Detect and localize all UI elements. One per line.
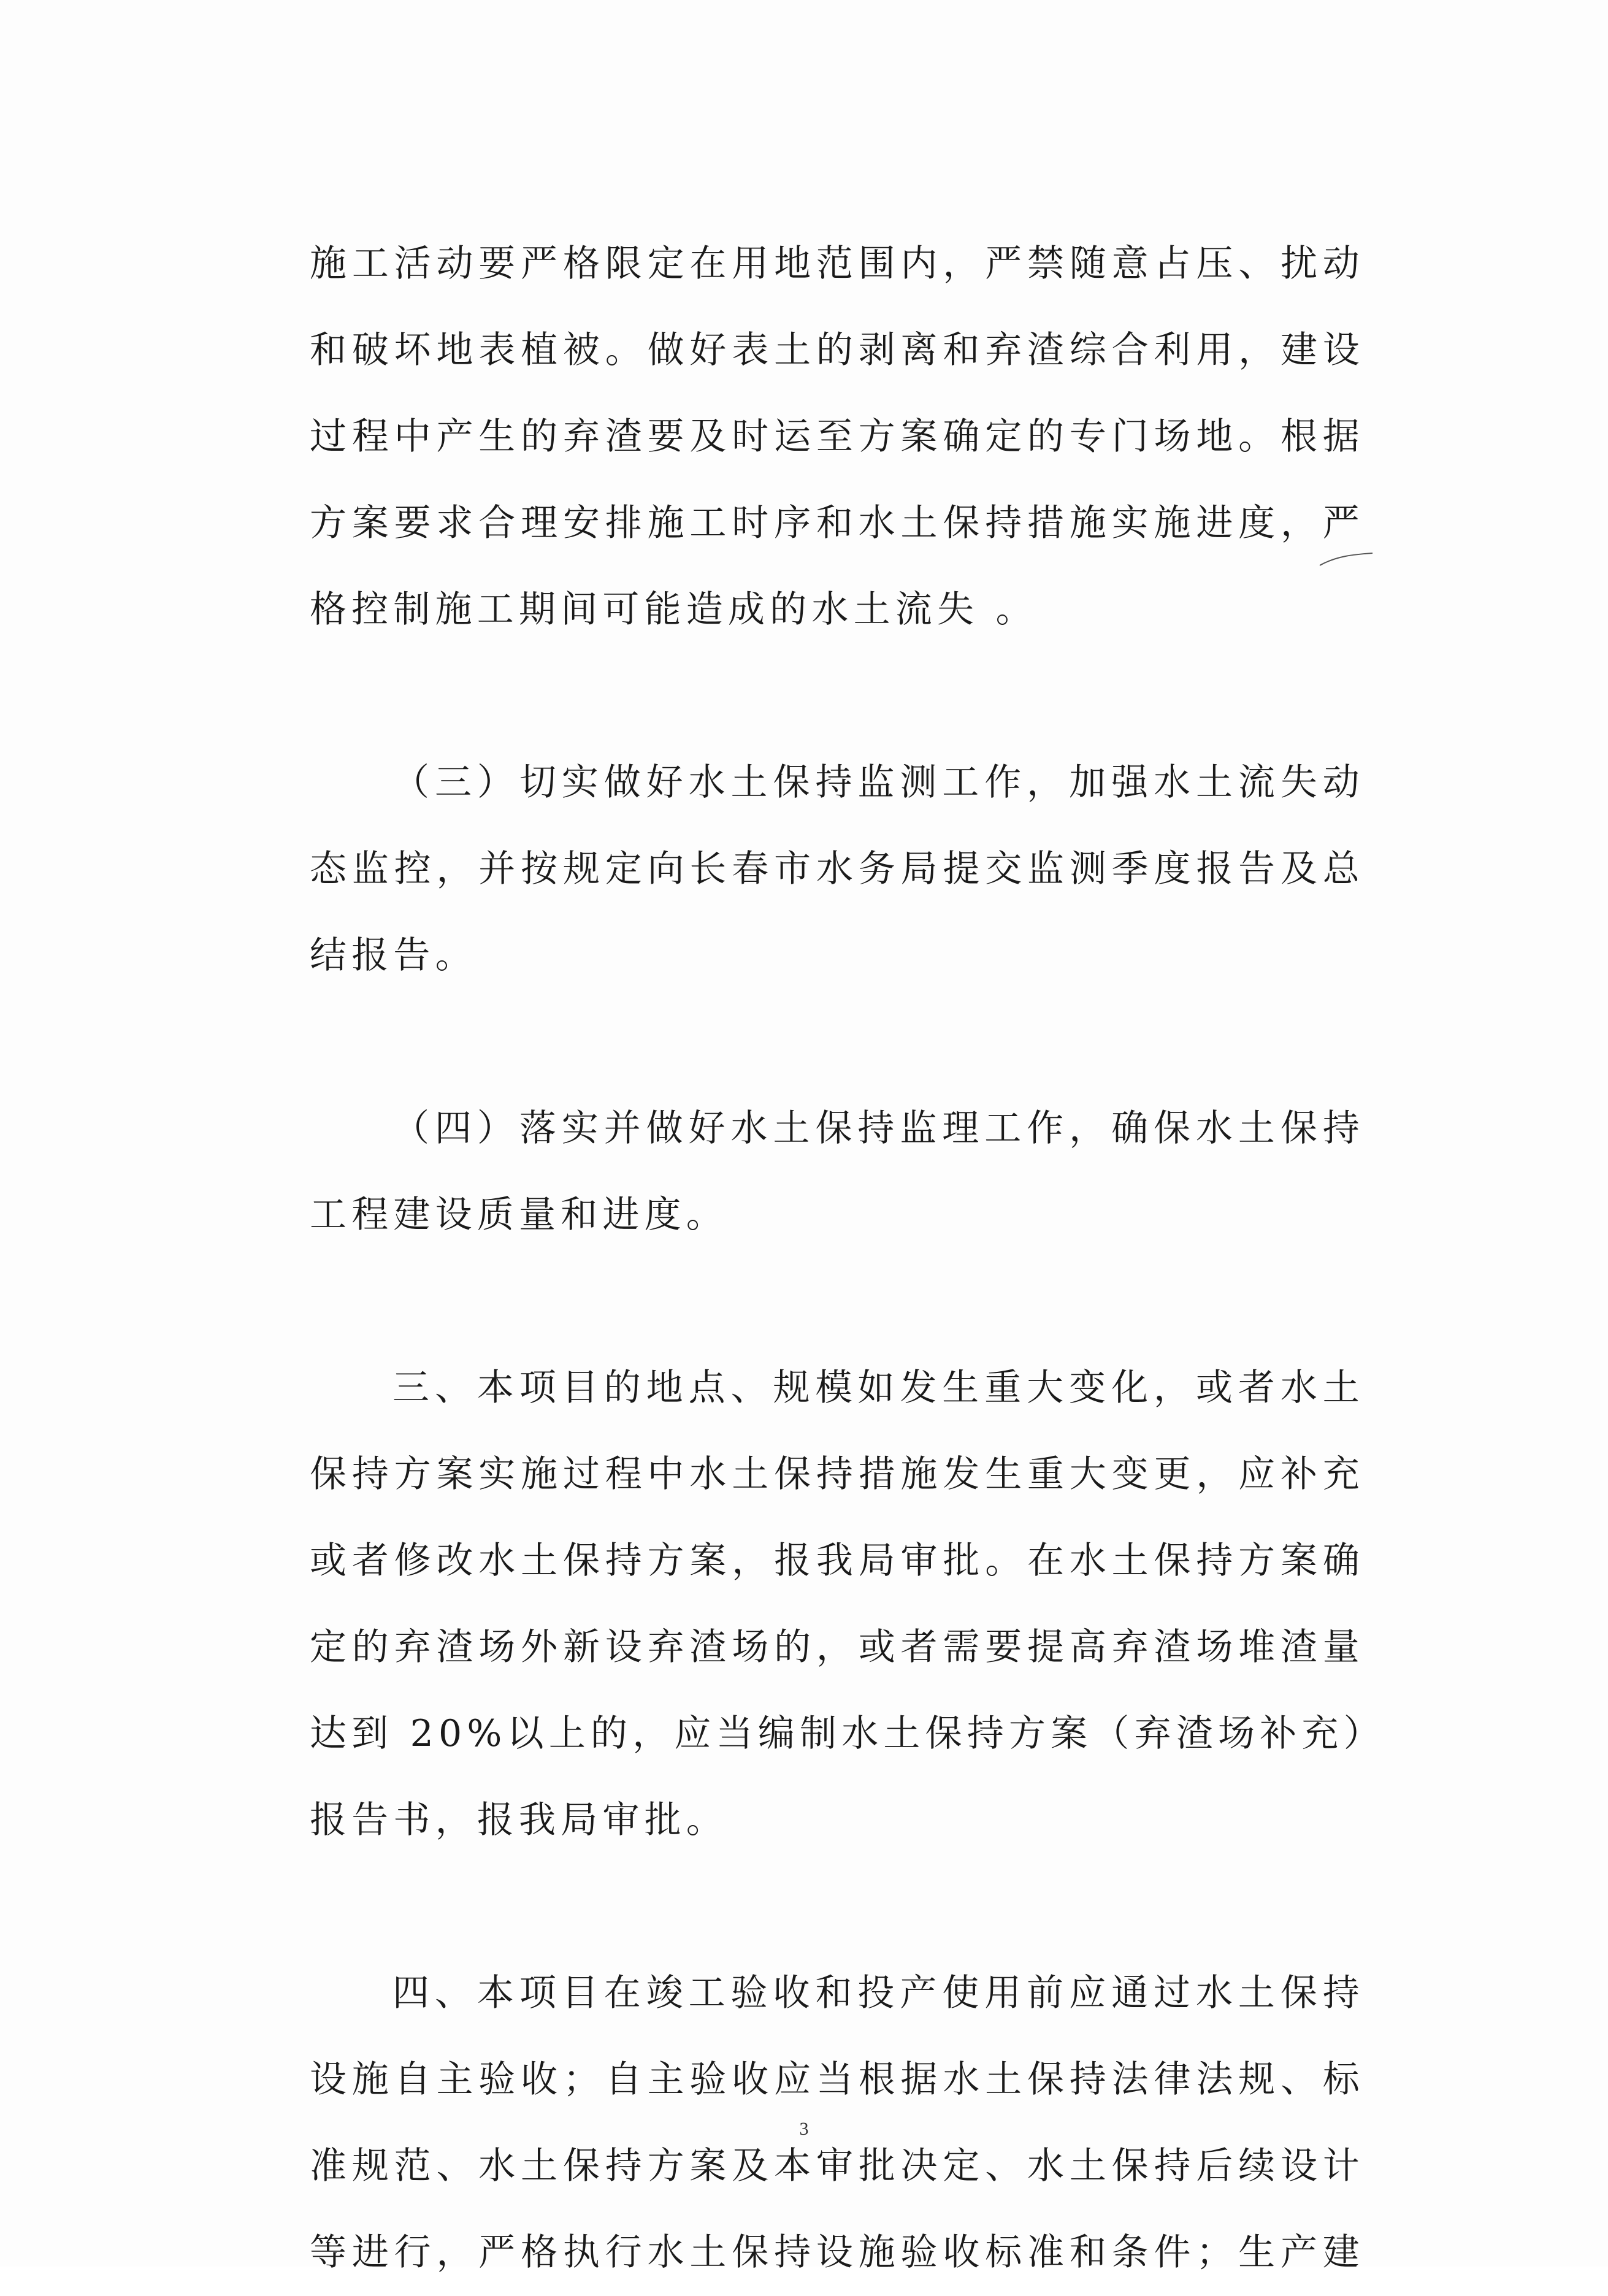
paragraph-gap	[310, 1258, 1365, 1345]
text-line: （四）落实并做好水土保持监理工作，确保水土保持	[392, 1107, 1365, 1150]
text-line: 结报告。	[310, 934, 477, 977]
paragraph-gap	[310, 999, 1365, 1085]
text-line: 定的弃渣场外新设弃渣场的，或者需要提高弃渣场堆渣量	[310, 1626, 1365, 1669]
text-line: 态监控，并按规定向长春市水务局提交监测季度报告及总	[310, 848, 1365, 890]
text-line: 等进行，严格执行水土保持设施验收标准和条件；生产建	[310, 2231, 1365, 2274]
text-line: （三）切实做好水土保持监测工作，加强水土流失动	[392, 761, 1365, 804]
text-line: 工程建设质量和进度。	[310, 1193, 728, 1236]
page-number: 3	[799, 2119, 809, 2139]
paragraph-gap	[310, 653, 1365, 740]
text-line: 报告书，报我局审批。	[310, 1799, 728, 1842]
text-line: 设施自主验收；自主验收应当根据水土保持法律法规、标	[310, 2058, 1365, 2101]
text-line: 或者修改水土保持方案，报我局审批。在水土保持方案确	[310, 1539, 1365, 1582]
text-line: 三、本项目的地点、规模如发生重大变化，或者水土	[392, 1366, 1365, 1409]
text-line: 方案要求合理安排施工时序和水土保持措施实施进度，严	[310, 502, 1365, 545]
text-line: 过程中产生的弃渣要及时运至方案确定的专门场地。根据	[310, 415, 1365, 458]
text-line: 四、本项目在竣工验收和投产使用前应通过水土保持	[392, 1972, 1365, 2015]
paragraph-gap	[310, 1864, 1365, 1950]
text-line: 达到 20%以上的，应当编制水土保持方案（弃渣场补充）	[310, 1712, 1385, 1755]
body-text	[310, 221, 1385, 2296]
text-line: 保持方案实施过程中水土保持措施发生重大变更，应补充	[310, 1453, 1365, 1496]
text-line: 格控制施工期间可能造成的水土流失 。	[310, 588, 1038, 631]
text-line: 和破坏地表植被。做好表土的剥离和弃渣综合利用，建设	[310, 329, 1365, 372]
text-line: 施工活动要严格限定在用地范围内，严禁随意占压、扰动	[310, 242, 1365, 285]
text-line: 准规范、水土保持方案及本审批决定、水土保持后续设计	[310, 2145, 1365, 2187]
